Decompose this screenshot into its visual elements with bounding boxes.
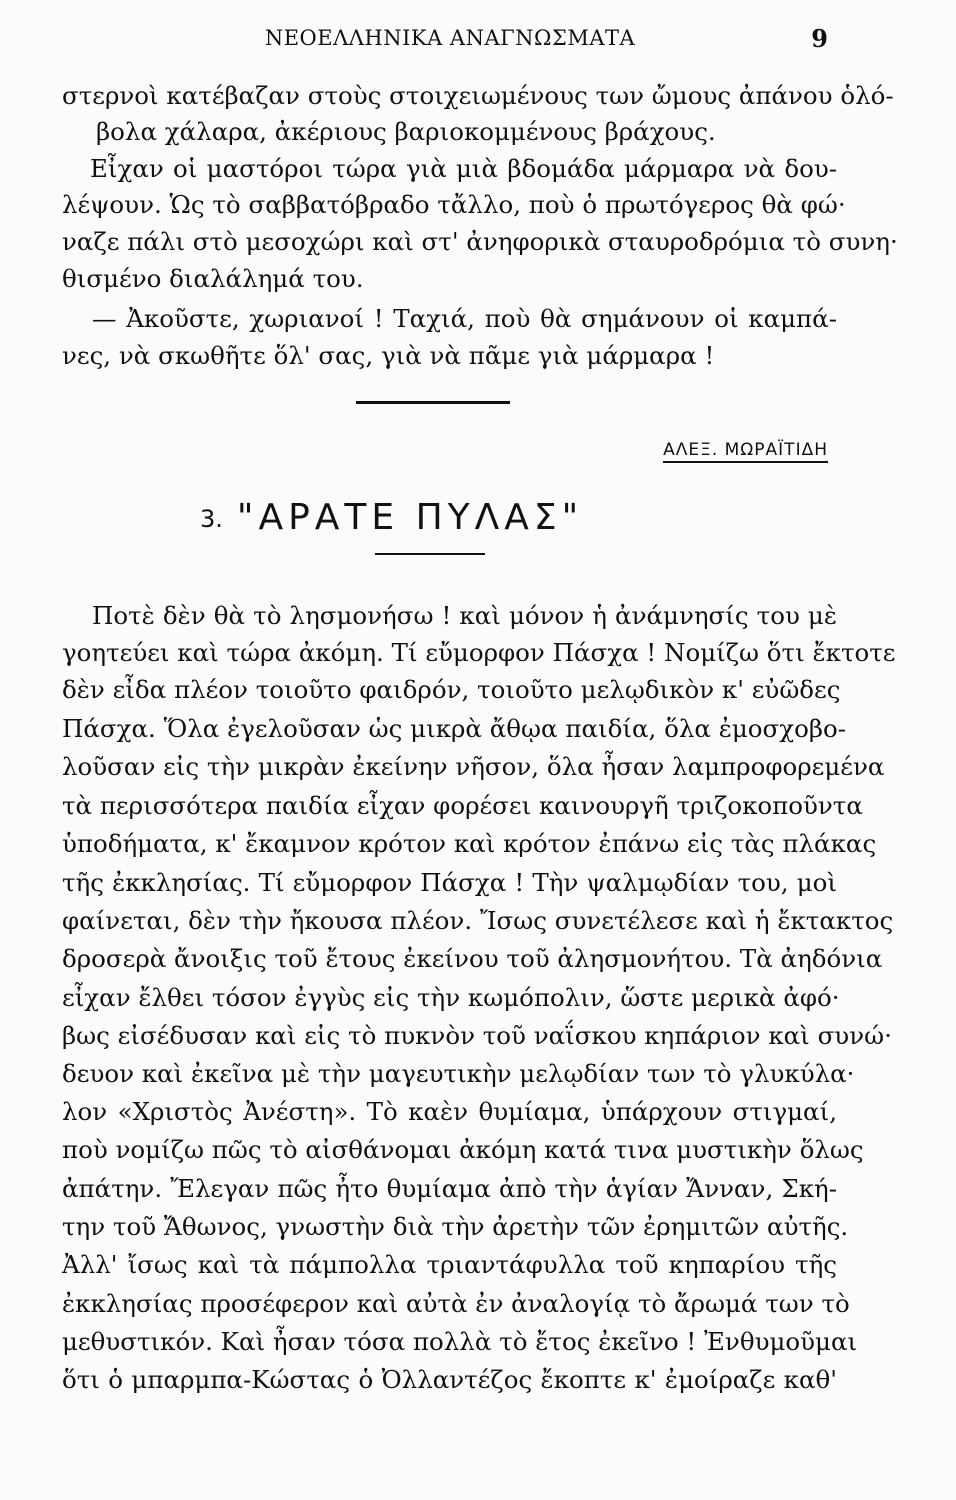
text-line: φαίνεται, δὲν τὴν ἤκουσα πλέον. Ἴσως συνετέλεσε καὶ ἡ ἔκτακτος [62,906,894,935]
text-line: — Ἀκοῦστε, χωριανοί ! Ταχιά, ποὺ θὰ σημάνουν οἱ καμπά- [92,304,837,333]
section-title: "ΑΡΑΤΕ ΠΥΛΑΣ" [236,497,584,538]
text-line: λέψουν. Ὡς τὸ σαββατόβραδο τἄλλο, ποὺ ὁ πρωτόγερος θὰ φώ· [62,190,846,219]
running-head [60,22,840,56]
section-divider [356,401,510,404]
text-line: θισμένο διαλάλημά του. [62,264,364,293]
text-line: ὅτι ὁ μπαρμπα-Κώστας ὁ Ὀλλαντέζος ἔκοπτε κ' ἐμοίραζε καθ' [62,1365,837,1394]
text-line: ὑποδήματα, κ' ἔκαμνον κρότον καὶ κρότον ἐπάνω εἰς τὰς πλάκας [62,829,877,858]
text-line: λον «Χριστὸς Ἀνέστη». Τὸ καὲν θυμίαμα, ὑπάρχουν στιγμαί, [62,1097,837,1126]
text-line: δευον καὶ ἐκεῖνα μὲ τὴν μαγευτικὴν μελῳδίαν των τὸ γλυκύλα· [62,1059,855,1088]
text-line: νες, νὰ σκωθῆτε ὅλ' σας, γιὰ νὰ πᾶμε γιὰ μάρμαρα ! [62,341,715,370]
text-line: Εἶχαν οἱ μαστόροι τώρα γιὰ μιὰ βδομάδα μάρμαρα νὰ δου- [90,154,837,183]
text-line: Ποτὲ δὲν θὰ τὸ λησμονήσω ! καὶ μόνον ἡ ἀνάμνησίς του μὲ [92,601,837,630]
text-line: δροσερὰ ἄνοιξις τοῦ ἔτους ἐκείνου τοῦ ἀλησμονήτου. Τὰ ἀηδόνια [62,944,883,973]
text-line: ναζε πάλι στὸ μεσοχώρι καὶ στ' ἀνηφορικὰ σταυροδρόμια τὸ συνη· [62,227,898,256]
text-line: βως εἰσέδυσαν καὶ εἰς τὸ πυκνὸν τοῦ ναΐσκου κηπάριον καὶ συνώ· [62,1021,892,1050]
page-number: 9 [811,24,828,53]
text-line: γοητεύει καὶ τώρα ἀκόμη. Τί εὔμορφον Πάσχα ! Νομίζω ὅτι ἔκτοτε [62,638,896,667]
text-line: ἀπάτην. Ἔλεγαν πῶς ἦτο θυμίαμα ἀπὸ τὴν ἁγίαν Ἄνναν, Σκή- [62,1174,837,1203]
text-line: Πάσχα. Ὅλα ἐγελοῦσαν ὡς μικρὰ ἄθῳα παιδία, ὅλα ἐμοσχοβο- [62,714,847,743]
section-number: 3. [200,505,223,533]
running-title: ΝΕΟΕΛΛΗΝΙΚΑ ΑΝΑΓΝΩΣΜΑΤΑ [264,26,636,50]
text-line: Ἀλλ' ἴσως καὶ τὰ πάμπολλα τριαντάφυλλα τοῦ κηπαρίου τῆς [62,1250,837,1279]
heading-underline [375,553,485,555]
text-line: στερνοὶ κατέβαζαν στοὺς στοιχειωμένους των ὤμους ἀπάνου ὁλό- [62,81,894,110]
text-line: τῆς ἐκκλησίας. Τί εὔμορφον Πάσχα ! Τὴν ψαλμῳδίαν του, μοὶ [62,868,837,897]
author-signature: ΑΛΕΞ. ΜΩΡΑΪΤΙΔΗ [663,440,828,463]
text-line: βολα χάλαρα, ἀκέριους βαριοκομμένους βράχους. [96,117,716,146]
text-line: ἐκκλησίας προσέφερον καὶ αὐτὰ ἐν ἀναλογίᾳ τὸ ἄρωμά των τὸ [62,1289,850,1318]
text-line: δὲν εἶδα πλέον τοιοῦτο φαιδρόν, τοιοῦτο μελῳδικὸν κ' εὐῶδες [62,675,841,704]
text-line: τὰ περισσότερα παιδία εἶχαν φορέσει καινουργῆ τριζοκοποῦντα [62,791,863,820]
text-line: λοῦσαν εἰς τὴν μικρὰν ἐκείνην νῆσον, ὅλα ἦσαν λαμπροφορεμένα [62,752,885,781]
text-line: μεθυστικόν. Καὶ ἦσαν τόσα πολλὰ τὸ ἔτος ἐκεῖνο ! Ἐνθυμοῦμαι [62,1327,858,1356]
section-heading [200,497,583,538]
text-line: την τοῦ Ἄθωνος, γνωστὴν διὰ τὴν ἀρετὴν τῶν ἐρημιτῶν αὐτῆς. [62,1212,849,1241]
text-line: ποὺ νομίζω πῶς τὸ αἰσθάνομαι ἀκόμη κατά τινα μυστικὴν ὅλως [62,1135,864,1164]
text-line: εἶχαν ἔλθει τόσον ἐγγὺς εἰς τὴν κωμόπολιν, ὥστε μερικὰ ἀφό· [62,983,840,1012]
